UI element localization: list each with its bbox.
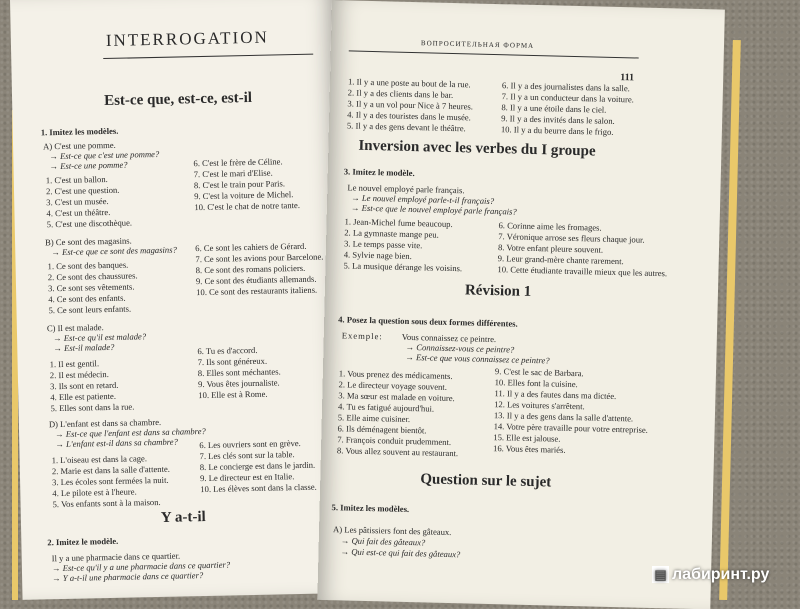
list-item: 2. Ce sont des chaussures. (47, 270, 138, 283)
list-item: 10. Ce sont des restaurants italiens. (196, 284, 318, 298)
list-item: 1. Il est gentil. (49, 358, 100, 370)
list-item: 2. C'est une question. (45, 184, 120, 197)
model-line: → Est-ce que ce sont des magasins? (51, 244, 177, 258)
list-item: 9. C'est la voiture de Michel. (194, 189, 294, 202)
list-item: 7. Ils sont généreux. (197, 355, 268, 368)
list-item: 5. Il y a des gens devant le théâtre. (346, 120, 466, 134)
list-item: 6. Ce sont les cahiers de Gérard. (195, 240, 307, 254)
list-item: 8. Il y a une étoile dans le ciel. (501, 102, 607, 115)
list-item: 15. Elle est jalouse. (493, 432, 561, 444)
header-rule (349, 50, 639, 58)
list-item: 8. Votre enfant pleure souvent. (497, 242, 604, 255)
model-line: → Est-ce que l'enfant est dans sa chambre? (54, 425, 206, 440)
list-item: 4. C'est un théâtre. (46, 206, 111, 219)
list-item: 7. François conduit prudemment. (337, 434, 452, 448)
list-item: 1. L'oiseau est dans la cage. (51, 453, 148, 466)
book-icon: ▤ (652, 566, 669, 583)
model-line: → Qui est-ce qui fait des gâteaux? (340, 546, 461, 560)
list-item: 1. Jean-Michel fume beaucoup. (344, 216, 453, 230)
list-item: 13. Il y a des gens dans la salle d'attente. (493, 410, 634, 424)
list-item: 16. Vous êtes mariés. (492, 443, 566, 455)
list-item: 5. Elle aime cuisiner. (337, 412, 411, 425)
list-item: 4. Ce sont des enfants. (48, 292, 126, 305)
list-item: 2. Marie est dans la salle d'attente. (51, 463, 170, 477)
model-line: D) L'enfant est dans sa chambre. (48, 416, 162, 430)
list-item: 11. Il y a des fautes dans ma dictée. (494, 388, 617, 402)
list-item: 3. Ma sœur est malade en voiture. (338, 390, 455, 404)
list-item: 2. Le directeur voyage souvent. (338, 379, 448, 392)
list-item: 5. La musique dérange les voisins. (343, 260, 463, 274)
model-line: Le nouvel employé parle français. (347, 182, 465, 196)
list-item: 2. Il est médecin. (49, 369, 109, 381)
list-item: 8. Le concierge est dans le jardin. (199, 459, 316, 473)
model-line: → Y a-t-il une pharmacie dans ce quartier? (52, 570, 204, 584)
right-page-edge (719, 40, 741, 600)
section-heading-inversion: Inversion avec les verbes du I groupe (358, 137, 596, 160)
watermark (652, 566, 769, 584)
model-line: → Est-ce que le nouvel employé parle français? (350, 202, 517, 217)
model-line: → Est-ce que c'est une pomme? (49, 148, 160, 162)
list-item: 2. Il y a des clients dans le bar. (347, 87, 454, 100)
model-line: C) Il est malade. (46, 322, 104, 334)
list-item: 10. C'est le chat de notre tante. (194, 199, 301, 213)
model-line: → Est-ce une pomme? (49, 159, 128, 172)
list-item: 7. Il y a un conducteur dans la voiture. (501, 91, 635, 105)
watermark-text: лабиринт.ру (672, 566, 770, 583)
model-line: → L'enfant est-il dans sa chambre? (55, 436, 178, 450)
list-item: 7. Les clés sont sur la table. (199, 449, 295, 462)
list-item: 3. Il y a un vol pour Nice à 7 heures. (347, 98, 474, 112)
list-item: 3. Ils sont en retard. (49, 379, 119, 392)
model-line: → Qui fait des gâteaux? (340, 535, 426, 548)
left-page (10, 0, 347, 600)
list-item: 5. C'est une discothèque. (46, 217, 133, 230)
list-item: 3. Les écoles sont fermées la nuit. (52, 474, 169, 488)
list-item: 10. Cette étudiante travaille mieux que les autres. (497, 264, 668, 279)
list-item: 4. Tu es fatigué aujourd'hui. (337, 401, 435, 414)
right-page (317, 0, 725, 609)
list-item: 9. Ce sont des étudiants allemands. (195, 273, 317, 287)
list-item: 6. Corinne aime les fromages. (498, 220, 602, 233)
section-heading-y-a-t-il: Y a-t-il (160, 509, 206, 526)
list-item: 6. Ils déménagent bientôt. (337, 423, 427, 436)
list-item: 9. C'est le sac de Barbara. (494, 366, 584, 379)
model-line: Vous connaissez ce peintre. (401, 331, 497, 345)
list-item: 10. Les élèves sont dans la classe. (200, 481, 317, 495)
model-line: → Est-ce qu'il y a une pharmacie dans ce quartier? (51, 559, 231, 574)
exercise-5-heading: 5. Imitez les modèles. (331, 502, 410, 515)
list-item: 6. Il y a des journalistes dans la salle. (501, 80, 630, 94)
list-item: 8. Vous allez souvent au restaurant. (336, 445, 459, 459)
running-head: ВОПРОСИТЕЛЬНАЯ ФОРМА (420, 39, 535, 50)
list-item: 4. Elle est patiente. (50, 390, 117, 403)
list-item: 5. Ce sont leurs enfants. (48, 303, 132, 316)
list-item: 9. Leur grand-mère chante rarement. (497, 253, 624, 267)
list-item: 9. Le directeur est en Italie. (199, 471, 295, 484)
list-item: 4. Sylvie nage bien. (343, 249, 412, 262)
list-item: 10. Elles font la cuisine. (494, 377, 578, 390)
example-label: Exemple: (341, 330, 383, 342)
list-item: 6. Tu es d'accord. (197, 344, 258, 357)
list-item: 12. Les voitures s'arrêtent. (494, 399, 585, 412)
model-line: A) Les pâtissiers font des gâteaux. (332, 524, 452, 538)
exercise-4-heading: 4. Posez la question sous deux formes différentes. (338, 314, 518, 329)
list-item: 2. La gymnaste mange peu. (344, 227, 439, 240)
list-item: 8. Ce sont des romans policiers. (195, 262, 306, 276)
page-title: INTERROGATION (105, 27, 269, 50)
list-item: 8. Elles sont méchantes. (197, 366, 281, 379)
model-line: → Est-il malade? (53, 341, 115, 354)
title-rule (103, 54, 313, 59)
model-line: B) Ce sont des magasins. (44, 235, 132, 248)
list-item: 7. Véronique arrose ses fleurs chaque jour. (498, 231, 645, 245)
list-item: 1. Il y a une poste au bout de la rue. (347, 76, 471, 90)
list-item: 10. Elle est à Rome. (198, 388, 268, 401)
exercise-3-heading: 3. Imitez le modèle. (343, 166, 415, 179)
section-heading-revision: Révision 1 (464, 282, 532, 300)
model-line: Il y a une pharmacie dans ce quartier. (51, 550, 181, 564)
open-book (10, 0, 725, 600)
list-item: 5. Elles sont dans la rue. (50, 401, 135, 414)
model-line: → Est-ce que vous connaissez ce peintre? (405, 351, 550, 366)
model-line: → Connaissez-vous ce peintre? (405, 341, 515, 355)
list-item: 10. Il y a du beurre dans le frigo. (500, 124, 614, 137)
list-item: 4. Le pilote est à l'heure. (52, 486, 137, 499)
list-item: 6. C'est le frère de Céline. (193, 156, 283, 169)
model-line: → Le nouvel employé parle-t-il français? (351, 192, 495, 207)
list-item: 9. Vous êtes journaliste. (197, 377, 280, 390)
model-line: A) C'est une pomme. (42, 139, 116, 152)
list-item: 1. C'est un ballon. (45, 173, 108, 186)
list-item: 3. C'est un musée. (46, 195, 109, 208)
list-item: 1. Ce sont des banques. (47, 259, 129, 272)
list-item: 3. Ce sont ses vêtements. (47, 281, 135, 294)
list-item: 14. Votre père travaille pour votre entreprise. (493, 421, 649, 435)
list-item: 4. Il y a des touristes dans le musée. (347, 109, 471, 123)
list-item: 8. C'est le train pour Paris. (193, 178, 286, 191)
section-heading-est-ce-que: Est-ce que, est-ce, est-il (103, 89, 253, 110)
exercise-2-heading: 2. Imitez le modèle. (47, 535, 119, 548)
page-number: 111 (620, 72, 635, 84)
exercise-1-heading: 1. Imitez les modèles. (40, 125, 119, 138)
list-item: 3. Le temps passe vite. (343, 238, 423, 251)
list-item: 9. Il y a des invités dans le salon. (501, 113, 615, 126)
list-item: 7. Ce sont les avions pour Barcelone. (195, 251, 324, 265)
list-item: 5. Vos enfants sont à la maison. (52, 496, 161, 510)
list-item: 1. Vous prenez des médicaments. (338, 368, 453, 382)
section-heading-question-sujet: Question sur le sujet (420, 471, 552, 491)
model-line: → Est-ce qu'il est malade? (52, 331, 147, 344)
list-item: 6. Les ouvriers sont en grève. (199, 438, 301, 451)
list-item: 7. C'est le mari d'Elise. (193, 167, 273, 180)
